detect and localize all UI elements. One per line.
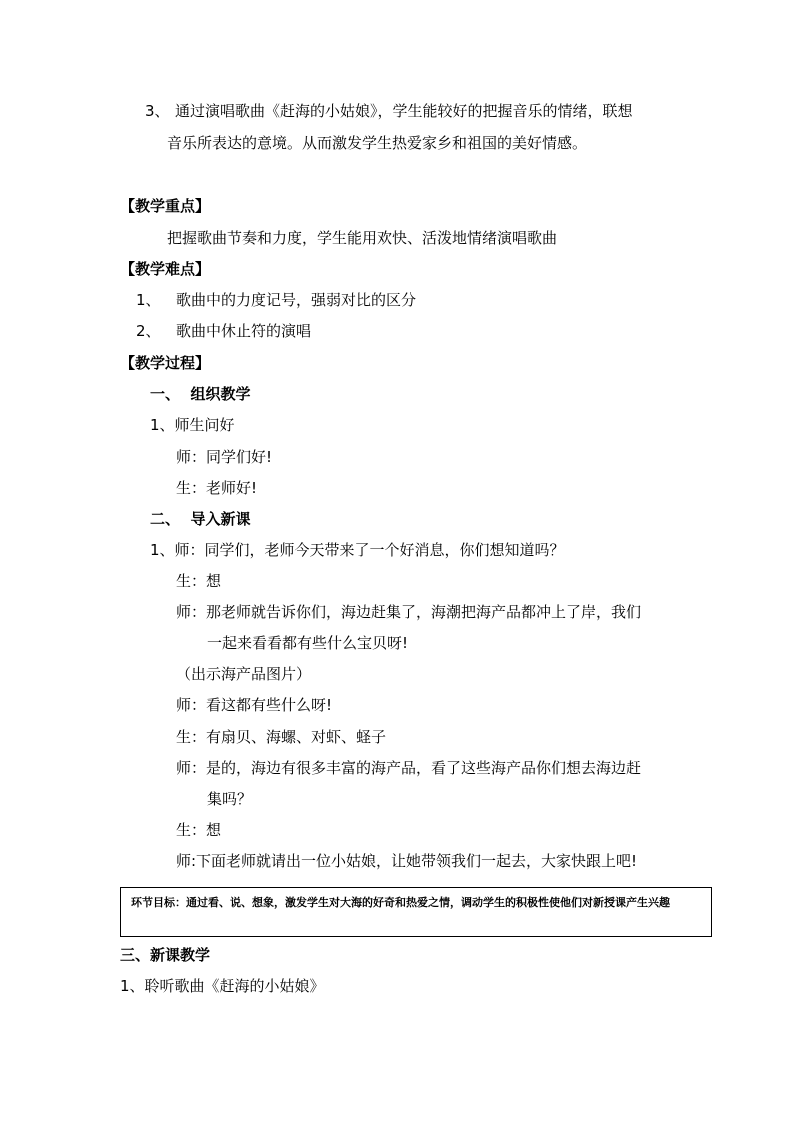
dialogue-line: 师：看这都有些什么呀! <box>176 696 333 714</box>
section-2-step: 1、师：同学们，老师今天带来了一个好消息，你们想知道吗？ <box>150 541 565 559</box>
objective-3-number: 3、 <box>145 102 170 120</box>
key-points-text: 把握歌曲节奏和力度，学生能用欢快、活泼地情绪演唱歌曲 <box>167 229 558 247</box>
section-1-step: 1、师生问好 <box>150 416 235 434</box>
section-1-title: 一、 组织教学 <box>150 385 251 403</box>
dialogue-line: 生：老师好! <box>176 479 258 497</box>
difficulty-number: 1、 <box>136 291 161 309</box>
dialogue-line: 生：想 <box>176 821 222 839</box>
objective-3-line2: 音乐所表达的意境。从而激发学生热爱家乡和祖国的美好情感。 <box>167 134 588 152</box>
section-3-step: 1、聆听歌曲《赶海的小姑娘》 <box>120 977 325 995</box>
dialogue-line: 生：有扇贝、海螺、对虾、蛏子 <box>176 728 387 746</box>
difficulty-number: 2、 <box>136 322 161 340</box>
objective-3-line1 <box>145 100 633 122</box>
difficulty-item <box>136 320 311 342</box>
difficulty-text: 歌曲中的力度记号，强弱对比的区分 <box>176 291 417 309</box>
difficulty-item <box>136 289 416 311</box>
dialogue-line: 师：是的，海边有很多丰富的海产品，看了这些海产品你们想去海边赶 <box>176 759 642 777</box>
key-points-heading: 【教学重点】 <box>120 197 211 215</box>
dialogue-line: 生：想 <box>176 572 222 590</box>
process-heading: 【教学过程】 <box>120 354 211 372</box>
dialogue-line: （出示海产品图片） <box>176 665 312 683</box>
dialogue-line: 师：同学们好! <box>176 448 273 466</box>
goal-box: 环节目标：通过看、说、想象，激发学生对大海的好奇和热爱之情，调动学生的积极性使他们对新授课产生兴趣 <box>120 887 712 937</box>
objective-3-text: 通过演唱歌曲《赶海的小姑娘》，学生能较好的把握音乐的情绪，联想 <box>175 102 633 120</box>
dialogue-line: 一起来看看都有些什么宝贝呀! <box>207 634 409 652</box>
difficulty-text: 歌曲中休止符的演唱 <box>176 322 312 340</box>
dialogue-line: 集吗？ <box>207 790 253 808</box>
difficulties-heading: 【教学难点】 <box>120 260 211 278</box>
dialogue-line: 师：那老师就告诉你们，海边赶集了，海潮把海产品都冲上了岸，我们 <box>176 603 642 621</box>
dialogue-line: 师:下面老师就请出一位小姑娘，让她带领我们一起去，大家快跟上吧! <box>176 852 638 870</box>
section-2-title: 二、 导入新课 <box>150 510 251 528</box>
section-3-title: 三、新课教学 <box>120 946 211 964</box>
